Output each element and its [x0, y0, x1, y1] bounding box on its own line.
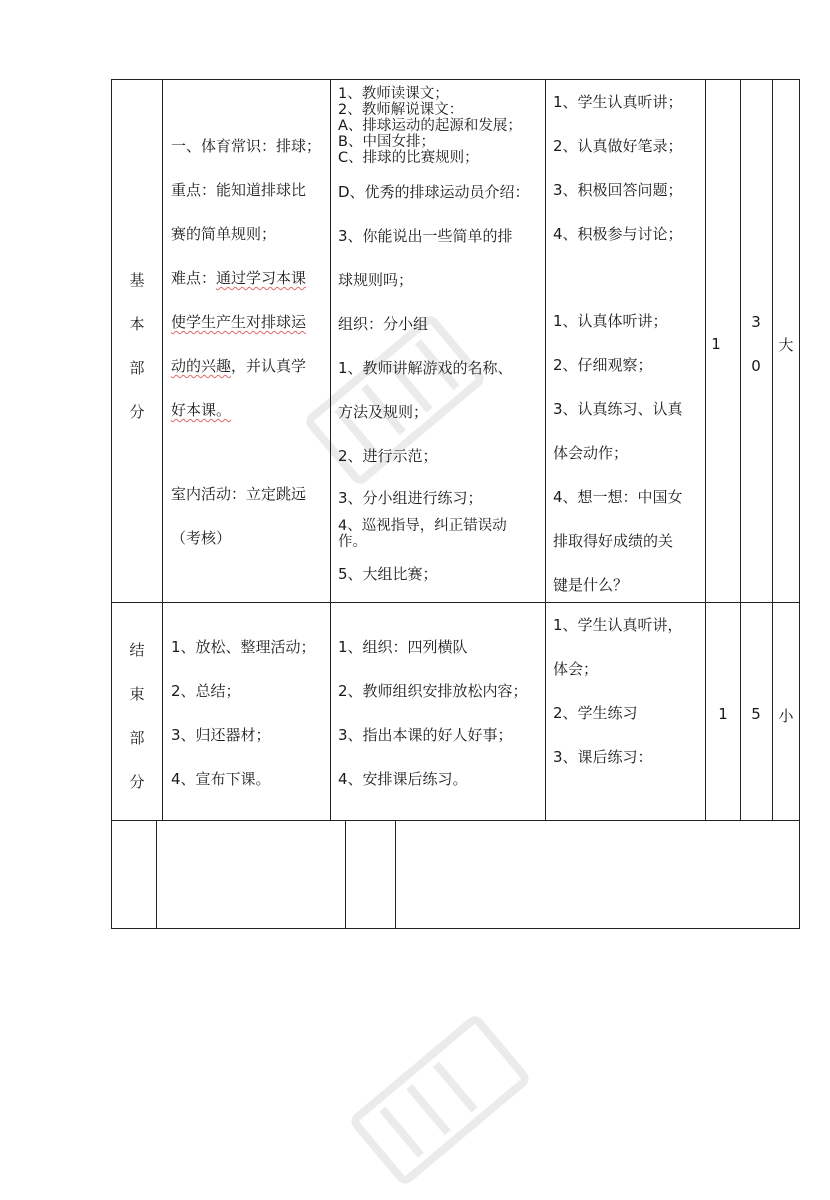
teacher-line: 1、教师读课文； — [338, 86, 449, 102]
times-value: 1 — [718, 705, 728, 723]
student-line: 1、学生认真听讲； — [553, 93, 683, 111]
label-char: 束 — [129, 685, 145, 703]
teacher-line: 1、组织：四列横队 — [338, 638, 468, 656]
label-char: 分 — [129, 773, 145, 791]
student-line: 键是什么？ — [553, 576, 629, 594]
table-border-top — [111, 79, 799, 80]
student-line: 3、课后练习： — [553, 748, 653, 766]
teacher-line: 3、分小组进行练习； — [338, 489, 483, 507]
student-line: 排取得好成绩的关 — [553, 532, 674, 550]
times-value: 1 — [711, 335, 721, 353]
teacher-line: 方法及规则； — [338, 403, 429, 421]
content-line: 好本课。 — [171, 401, 232, 419]
content-line: （考核） — [171, 529, 232, 547]
teacher-line: 4、安排课后练习。 — [338, 770, 468, 788]
content-line — [171, 270, 306, 287]
table-border-right — [799, 79, 800, 929]
column-divider — [345, 820, 346, 929]
student-line: 2、学生练习 — [553, 704, 638, 722]
minutes-digit: 3 — [751, 313, 761, 331]
minutes-digit: 0 — [751, 357, 761, 375]
teacher-line: 2、进行示范； — [338, 447, 438, 465]
difficulty-label: 难点： — [171, 269, 217, 287]
student-line: 2、仔细观察； — [553, 356, 653, 374]
content-line: 3、归还器材； — [171, 726, 271, 744]
intensity-value: 大 — [778, 336, 794, 354]
label-char: 分 — [129, 403, 145, 421]
label-char: 结 — [129, 641, 145, 659]
content-line: 室内活动：立定跳远 — [171, 485, 307, 503]
content-line: 重点：能知道排球比 — [171, 181, 307, 199]
student-line: 3、认真练习、认真 — [553, 400, 683, 418]
teacher-line: 组织：分小组 — [338, 315, 429, 333]
student-line: 体会； — [553, 660, 599, 678]
label-char: 部 — [129, 359, 145, 377]
teacher-line: 球规则吗； — [338, 271, 414, 289]
student-line: 体会动作； — [553, 444, 629, 462]
teacher-line: B、中国女排； — [338, 134, 435, 150]
table-border-bottom — [111, 928, 799, 929]
teacher-line: 1、教师讲解游戏的名称、 — [338, 359, 513, 377]
content-line: 一、体育常识：排球； — [171, 137, 322, 155]
teacher-line: 3、指出本课的好人好事； — [338, 726, 513, 744]
teacher-line: 4、巡视指导，纠正错误动 — [338, 518, 507, 534]
teacher-line: A、排球运动的起源和发展； — [338, 118, 522, 134]
student-line: 1、学生认真听讲， — [553, 616, 683, 634]
difficulty-text: 动的兴趣 — [171, 357, 232, 375]
column-divider — [156, 820, 157, 929]
teacher-line: 2、教师解说课文： — [338, 102, 464, 118]
label-char: 基 — [129, 271, 145, 289]
teacher-line: 5、大组比赛； — [338, 565, 438, 583]
student-line: 4、积极参与讨论； — [553, 225, 683, 243]
teacher-line: D、优秀的排球运动员介绍： — [338, 183, 530, 201]
difficulty-text: ，并认真学 — [231, 357, 307, 375]
label-char: 部 — [129, 729, 145, 747]
content-line: 1、放松、整理活动； — [171, 638, 316, 656]
column-divider — [162, 79, 163, 821]
intensity-value: 小 — [778, 707, 794, 725]
content-line — [171, 358, 306, 375]
teacher-line: 作。 — [338, 534, 367, 550]
watermark-logo — [330, 1000, 550, 1200]
column-divider — [740, 79, 741, 821]
minutes-value: 5 — [751, 705, 761, 723]
content-line: 使学生产生对排球运 — [171, 313, 307, 331]
student-line: 1、认真体听讲； — [553, 312, 668, 330]
column-divider — [330, 79, 331, 821]
student-line: 4、想一想：中国女 — [553, 488, 683, 506]
column-divider — [705, 79, 706, 821]
column-divider — [772, 79, 773, 821]
difficulty-text: 通过学习本课 — [216, 269, 307, 287]
student-line: 3、积极回答问题； — [553, 181, 683, 199]
column-divider — [545, 79, 546, 821]
table-border-left — [111, 79, 112, 929]
content-line: 4、宣布下课。 — [171, 770, 271, 788]
teacher-line: 2、教师组织安排放松内容； — [338, 682, 528, 700]
student-line: 2、认真做好笔录； — [553, 137, 683, 155]
teacher-line: 3、你能说出一些简单的排 — [338, 227, 513, 245]
content-line: 赛的简单规则； — [171, 225, 277, 243]
content-line: 2、总结； — [171, 682, 241, 700]
row-divider — [111, 602, 799, 603]
teacher-line: C、排球的比赛规则； — [338, 150, 479, 166]
column-divider — [395, 820, 396, 929]
label-char: 本 — [129, 315, 145, 333]
row-divider — [111, 820, 799, 821]
